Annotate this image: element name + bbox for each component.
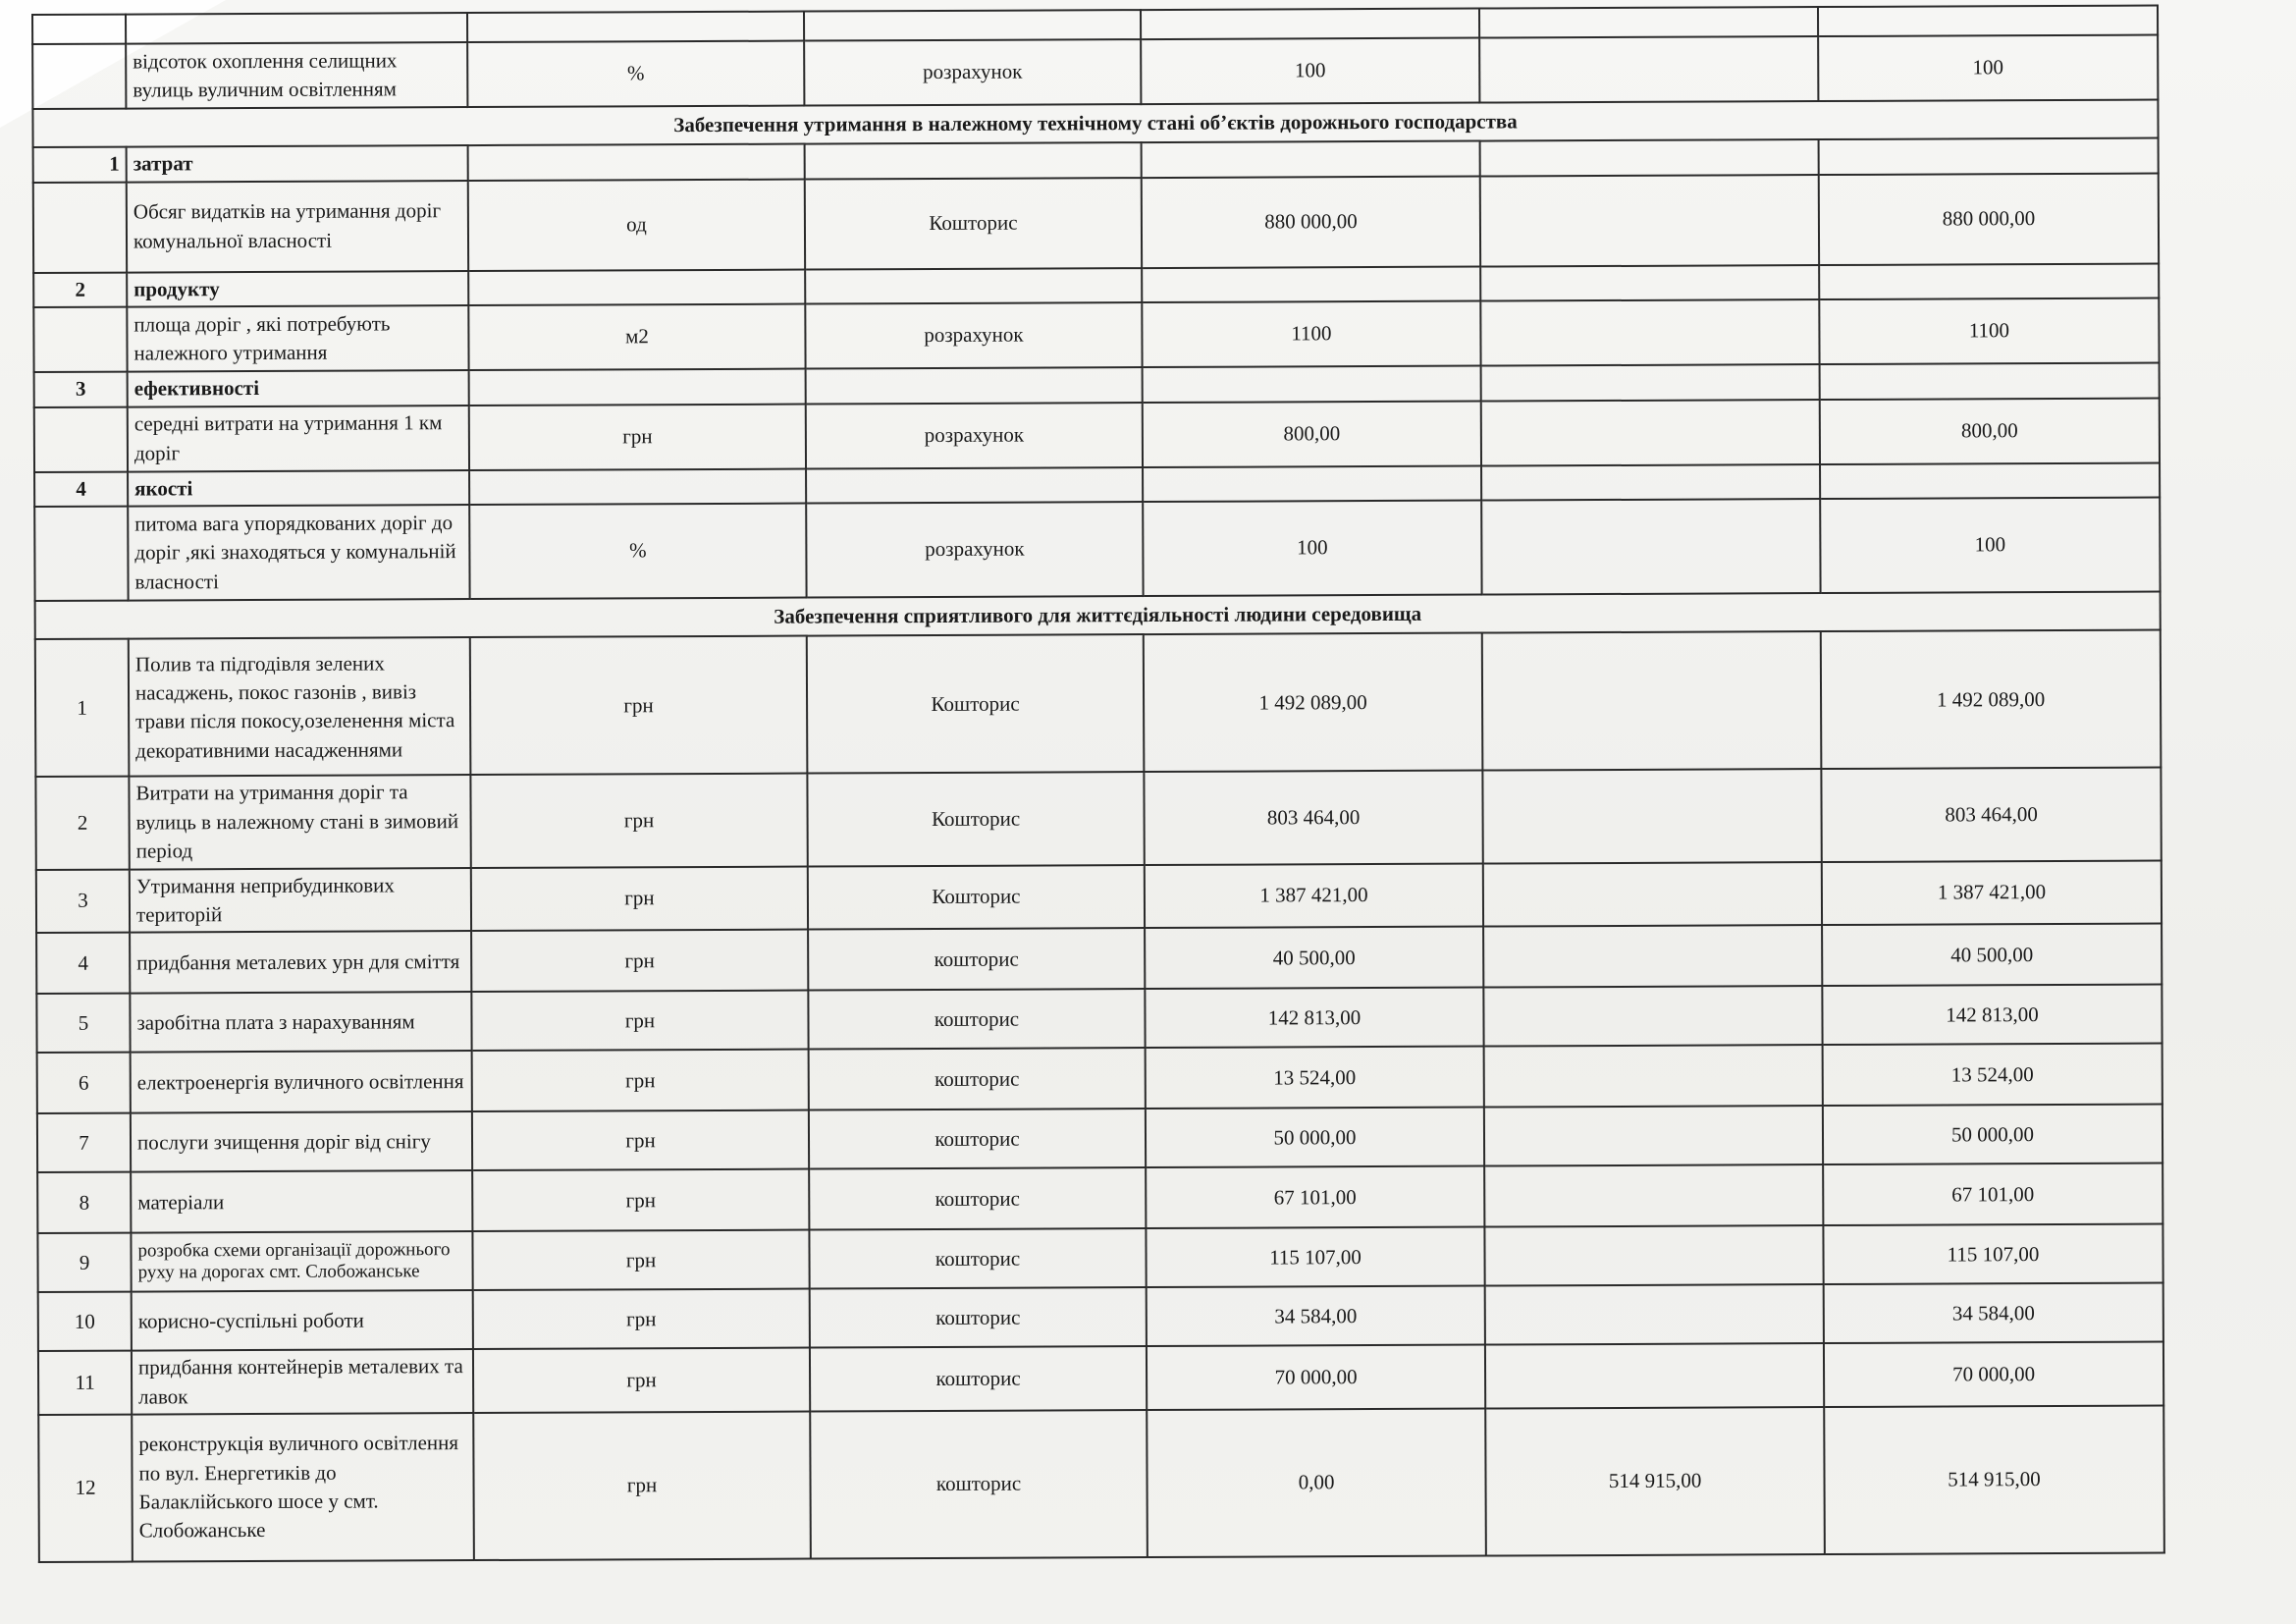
special-fund-value bbox=[1483, 986, 1822, 1047]
special-fund-value bbox=[1481, 400, 1820, 466]
indicator-unit: грн bbox=[472, 1110, 809, 1170]
special-fund-value bbox=[1480, 299, 1819, 366]
total-value: 1 387 421,00 bbox=[1822, 860, 2162, 925]
indicator-source: розрахунок bbox=[806, 502, 1143, 597]
special-fund-value bbox=[1484, 1164, 1823, 1227]
table-row bbox=[37, 1164, 2163, 1233]
indicator-name: Обсяг видатків на утримання доріг комунальної власності bbox=[127, 181, 468, 273]
budget-indicators-table bbox=[31, 5, 2165, 1564]
total-value: 100 bbox=[1820, 497, 2160, 593]
indicator-source: кошторис bbox=[809, 1109, 1146, 1168]
general-fund-value: 1 492 089,00 bbox=[1144, 633, 1483, 773]
general-fund-value: 142 813,00 bbox=[1145, 988, 1483, 1049]
total-value: 142 813,00 bbox=[1822, 985, 2162, 1046]
special-fund-value bbox=[1482, 769, 1821, 863]
indicator-name: корисно-суспільні роботи bbox=[132, 1290, 473, 1351]
indicator-source: Кошторис bbox=[805, 178, 1142, 269]
indicator-source: кошторис bbox=[810, 1346, 1147, 1411]
row-number: 10 bbox=[38, 1292, 132, 1351]
indicator-source: Кошторис bbox=[808, 865, 1145, 930]
indicator-unit: грн bbox=[470, 774, 807, 868]
row-number: 11 bbox=[38, 1351, 132, 1415]
general-fund-value: 40 500,00 bbox=[1145, 927, 1483, 990]
indicator-unit: грн bbox=[473, 1348, 810, 1413]
table-row bbox=[37, 1224, 2163, 1292]
indicator-unit: грн bbox=[471, 930, 808, 992]
row-number: 5 bbox=[36, 994, 130, 1053]
table-row bbox=[38, 1283, 2163, 1351]
table-row bbox=[38, 1406, 2164, 1562]
indicator-source: Кошторис bbox=[807, 634, 1145, 773]
table-row bbox=[34, 497, 2160, 600]
table-row bbox=[33, 298, 2159, 372]
row-number: 9 bbox=[37, 1233, 131, 1292]
indicator-name: заробітна плата з нарахуванням bbox=[130, 992, 471, 1053]
indicator-unit: од bbox=[468, 179, 805, 270]
indicator-source: кошторис bbox=[810, 1287, 1147, 1347]
table-row bbox=[36, 924, 2162, 994]
special-fund-value bbox=[1484, 1045, 1823, 1108]
indicator-source: кошторис bbox=[810, 1410, 1148, 1558]
group-label: якості bbox=[128, 470, 469, 507]
row-number: 1 bbox=[35, 639, 130, 777]
group-label: затрат bbox=[127, 145, 468, 182]
special-fund-value bbox=[1483, 925, 1822, 988]
table-row bbox=[33, 173, 2159, 272]
indicator-name: послуги зчищення доріг від снігу bbox=[131, 1111, 472, 1172]
table-row bbox=[35, 630, 2162, 777]
group-number: 4 bbox=[34, 471, 128, 507]
row-number: 3 bbox=[36, 869, 130, 933]
special-fund-value bbox=[1484, 1106, 1823, 1166]
indicator-source: кошторис bbox=[809, 1048, 1146, 1110]
indicator-name: Витрати на утримання доріг та вулиць в належному стані в зимовий період bbox=[129, 775, 470, 869]
indicator-unit: % bbox=[467, 41, 804, 107]
total-value: 70 000,00 bbox=[1824, 1342, 2163, 1407]
general-fund-value: 70 000,00 bbox=[1147, 1345, 1485, 1410]
general-fund-value: 1 387 421,00 bbox=[1145, 863, 1483, 928]
total-value: 34 584,00 bbox=[1824, 1283, 2163, 1344]
indicator-unit: грн bbox=[472, 1230, 809, 1290]
total-value: 880 000,00 bbox=[1819, 173, 2159, 265]
special-fund-value bbox=[1485, 1343, 1824, 1408]
special-fund-value bbox=[1483, 862, 1822, 927]
row-number: 12 bbox=[38, 1415, 133, 1562]
special-fund-value bbox=[1480, 175, 1819, 267]
total-value: 800,00 bbox=[1820, 398, 2160, 464]
indicator-source: розрахунок bbox=[806, 403, 1143, 468]
row-number: 8 bbox=[37, 1172, 131, 1233]
general-fund-value: 100 bbox=[1143, 501, 1481, 597]
indicator-name: придбання контейнерів металевих та лавок bbox=[132, 1349, 473, 1414]
special-fund-value bbox=[1482, 631, 1822, 771]
indicator-source: кошторис bbox=[809, 1167, 1146, 1229]
indicator-unit: грн bbox=[472, 1169, 809, 1231]
total-value: 100 bbox=[1818, 35, 2158, 102]
special-fund-value: 514 915,00 bbox=[1485, 1407, 1825, 1556]
general-fund-value: 0,00 bbox=[1147, 1409, 1486, 1558]
general-fund-value: 880 000,00 bbox=[1142, 176, 1480, 268]
total-value: 40 500,00 bbox=[1822, 924, 2162, 987]
indicator-unit: грн bbox=[470, 636, 808, 775]
indicator-name: Утримання неприбудинкових територій bbox=[130, 868, 471, 933]
special-fund-value bbox=[1484, 1225, 1823, 1286]
indicator-name: розробка схеми організації дорожнього руху на дорогах смт. Слобожанське bbox=[131, 1231, 472, 1292]
group-label: ефективності bbox=[128, 370, 469, 406]
total-value: 1100 bbox=[1819, 298, 2159, 365]
indicator-name: матеріали bbox=[131, 1170, 472, 1233]
indicator-source: кошторис bbox=[808, 928, 1145, 990]
table-row bbox=[35, 768, 2161, 870]
special-fund-value bbox=[1479, 36, 1818, 103]
general-fund-value: 803 464,00 bbox=[1144, 771, 1482, 865]
section-title: Забезпечення утримання в належному технічному стані об’єктів дорожнього господарства bbox=[32, 100, 2158, 148]
general-fund-value: 100 bbox=[1141, 38, 1479, 105]
indicator-unit: грн bbox=[471, 991, 808, 1051]
indicator-unit: м2 bbox=[468, 304, 805, 370]
row-number: 6 bbox=[37, 1053, 131, 1113]
special-fund-value bbox=[1485, 1284, 1824, 1345]
row-number: 4 bbox=[36, 933, 130, 994]
indicator-unit: грн bbox=[472, 1050, 809, 1111]
indicator-source: розрахунок bbox=[805, 302, 1142, 368]
indicator-unit: грн bbox=[471, 866, 808, 931]
row-number: 7 bbox=[37, 1113, 131, 1172]
indicator-name: середні витрати на утримання 1 км доріг bbox=[128, 406, 469, 472]
total-value: 115 107,00 bbox=[1823, 1224, 2163, 1285]
group-label: продукту bbox=[127, 271, 468, 307]
general-fund-value: 1100 bbox=[1142, 301, 1480, 368]
general-fund-value: 67 101,00 bbox=[1146, 1166, 1484, 1229]
general-fund-value: 800,00 bbox=[1143, 401, 1481, 467]
group-number: 1 bbox=[33, 147, 127, 183]
table-row bbox=[38, 1342, 2163, 1415]
indicator-source: кошторис bbox=[809, 1228, 1146, 1288]
indicator-name: відсоток охоплення селищних вулиць вуличним освітленням bbox=[126, 42, 467, 109]
total-value: 50 000,00 bbox=[1823, 1105, 2163, 1165]
indicator-source: кошторис bbox=[808, 989, 1145, 1049]
indicator-unit: грн bbox=[473, 1289, 810, 1349]
section-title: Забезпечення сприятливого для життєдіяльності людини середовища bbox=[35, 591, 2161, 639]
general-fund-value: 115 107,00 bbox=[1146, 1227, 1484, 1288]
row-number: 2 bbox=[35, 777, 129, 870]
indicator-source: розрахунок bbox=[804, 39, 1141, 105]
total-value: 13 524,00 bbox=[1823, 1044, 2163, 1107]
total-value: 803 464,00 bbox=[1821, 768, 2161, 862]
table-row bbox=[32, 35, 2158, 109]
group-number: 2 bbox=[33, 272, 127, 307]
indicator-unit: % bbox=[469, 504, 806, 599]
indicator-name: питома вага упорядкованих доріг до доріг ,які знаходяться у комунальній власності bbox=[128, 505, 469, 601]
indicator-name: придбання металевих урн для сміття bbox=[130, 931, 471, 994]
indicator-name: площа доріг , які потребують належного утримання bbox=[127, 305, 468, 372]
total-value: 67 101,00 bbox=[1823, 1164, 2163, 1226]
indicator-name: реконструкція вуличного освітлення по вул. Енергетиків до Балаклійського шосе у смт. Слобожанське bbox=[132, 1413, 474, 1562]
general-fund-value: 50 000,00 bbox=[1146, 1108, 1484, 1168]
table-row bbox=[36, 860, 2162, 933]
special-fund-value bbox=[1481, 499, 1820, 595]
table-row bbox=[37, 1105, 2163, 1172]
indicator-unit: грн bbox=[473, 1412, 811, 1560]
table-row bbox=[34, 398, 2160, 471]
general-fund-value: 34 584,00 bbox=[1147, 1286, 1485, 1347]
table-row bbox=[36, 985, 2162, 1053]
indicator-name: електроенергія вуличного освітлення bbox=[131, 1051, 472, 1113]
table-row bbox=[37, 1044, 2163, 1113]
indicator-unit: грн bbox=[469, 404, 806, 469]
indicator-source: Кошторис bbox=[807, 772, 1144, 866]
total-value: 514 915,00 bbox=[1824, 1406, 2164, 1555]
indicator-name: Полив та підгодівля зелених насаджень, покос газонів , вивіз трави після покосу,озеленення міста декоративними насадженнями bbox=[129, 637, 471, 777]
total-value: 1 492 089,00 bbox=[1821, 630, 2162, 770]
general-fund-value: 13 524,00 bbox=[1146, 1047, 1484, 1110]
group-number: 3 bbox=[34, 372, 128, 407]
